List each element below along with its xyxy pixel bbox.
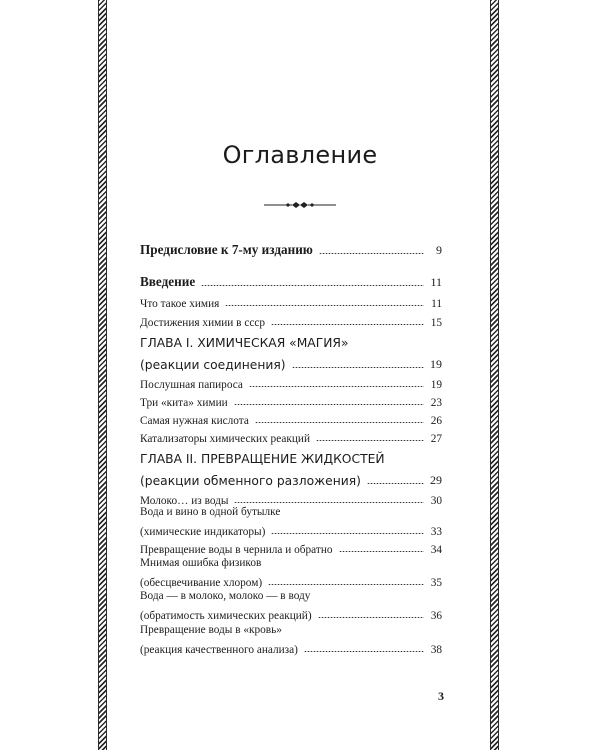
right-decorative-border [490,0,499,750]
toc-entry-milk-from-water[interactable]: Молоко… из воды 30 [140,495,442,507]
dot-leader [225,305,424,306]
dot-leader [367,483,424,484]
toc-entry-chemical-indicators[interactable]: (химические индикаторы) 33 [140,526,442,538]
dot-leader [234,404,424,405]
dot-leader [201,285,424,286]
dot-leader [268,584,424,585]
dot-leader [271,324,424,325]
toc-entry-chapter-2[interactable]: (реакции обменного разложения) 29 [140,473,442,488]
dot-leader [292,367,424,368]
page-number: 3 [438,689,444,703]
left-decorative-border [98,0,107,750]
toc-entry-obedient-cigarette[interactable]: Послушная папироса 19 [140,379,442,391]
toc-entry-three-whales[interactable]: Три «кита» химии 23 [140,397,442,409]
toc-entry-physicists-error-title[interactable]: Мнимая ошибка физиков [140,557,262,569]
dot-leader [255,422,424,423]
toc-entry-water-milk-title[interactable]: Вода — в молоко, молоко — в воду [140,590,311,602]
flourish-divider-icon [262,199,338,211]
toc-entry-introduction[interactable]: Введение 11 [140,274,442,289]
toc-entry-qualitative-analysis[interactable]: (реакция качественного анализа) 38 [140,644,442,656]
dot-leader [234,502,424,503]
page-title: Оглавление [222,141,378,169]
toc-entry-reversibility[interactable]: (обратимость химических реакций) 36 [140,610,442,622]
dot-leader [271,533,424,534]
dot-leader [318,617,424,618]
dot-leader [319,253,424,254]
dot-leader [316,440,424,441]
toc-entry-what-is-chemistry[interactable]: Что такое химия 11 [140,298,442,310]
toc-entry-achievements[interactable]: Достижения химии в ссср 15 [140,317,442,329]
dot-leader [339,551,424,552]
toc-entry-most-needed-acid[interactable]: Самая нужная кислота 26 [140,415,442,427]
toc-entry-water-wine-title[interactable]: Вода и вино в одной бутылке [140,506,281,518]
toc-entry-catalysts[interactable]: Катализаторы химических реакций 27 [140,433,442,445]
dot-leader [249,386,424,387]
dot-leader [304,651,424,652]
toc-entry-water-to-ink[interactable]: Превращение воды в чернила и обратно 34 [140,544,442,556]
toc-entry-water-blood-title[interactable]: Превращение воды в «кровь» [140,624,282,636]
chapter-2-heading[interactable]: ГЛАВА II. ПРЕВРАЩЕНИЕ ЖИДКОСТЕЙ [140,452,385,466]
toc-entry-preface[interactable]: Предисловие к 7-му изданию 9 [140,242,442,257]
toc-entry-chlorine-bleaching[interactable]: (обесцвечивание хлором) 35 [140,577,442,589]
toc-entry-chapter-1[interactable]: (реакции соединения) 19 [140,357,442,372]
chapter-1-heading[interactable]: ГЛАВА I. ХИМИЧЕСКАЯ «МАГИЯ» [140,336,349,350]
